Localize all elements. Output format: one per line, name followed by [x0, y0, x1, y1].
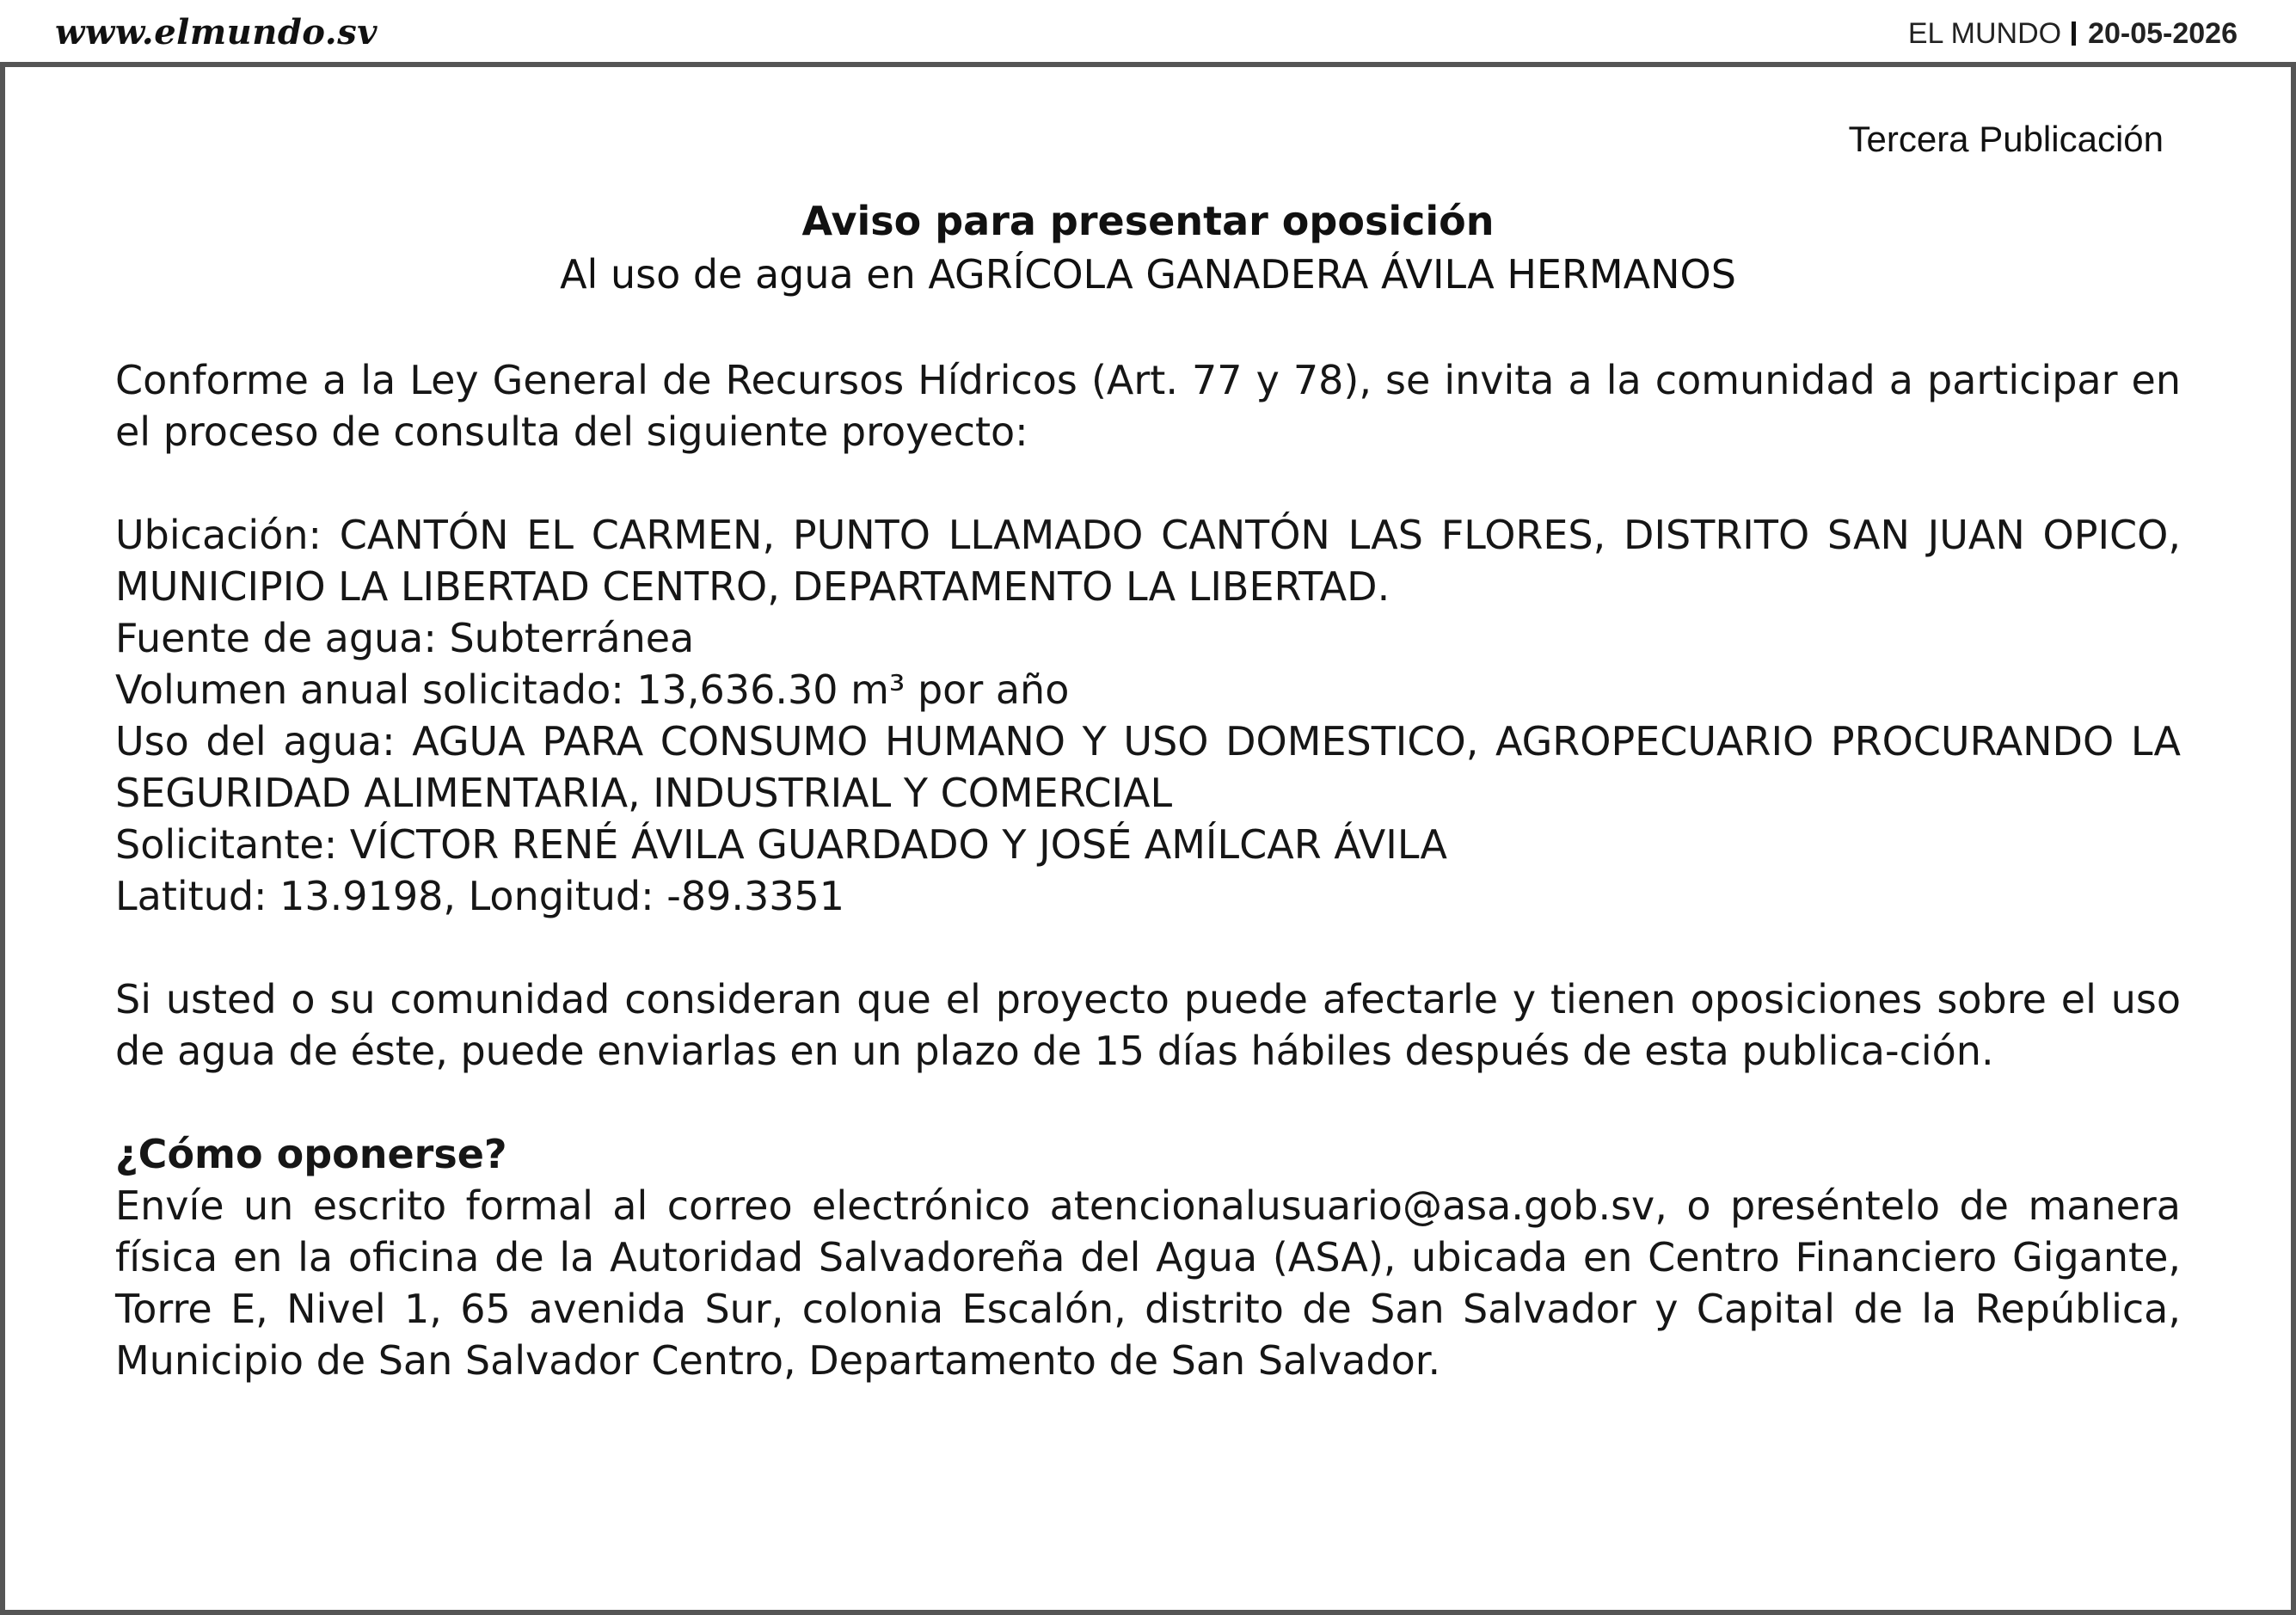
spacer — [115, 457, 2181, 509]
intro-paragraph: Conforme a la Ley General de Recursos Hídricos (Art. 77 y 78), se invita a la comunidad a participar en el proceso de consulta del siguiente proyecto: — [115, 357, 2181, 455]
publication-number: Tercera Publicación — [1848, 119, 2164, 159]
notice-subtitle: Al uso de agua en AGRÍCOLA GANADERA ÁVILA HERMANOS — [560, 251, 1736, 298]
how-to-oppose-paragraph: Envíe un escrito formal al correo electrónico atencionalusuario@asa.gob.sv, o preséntelo de manera física en la oficina de la Autoridad Salvadoreña del Agua (ASA), ubicada en Centro Financiero Gigante, Torre E, Nivel 1, 65 avenida Sur, colonia Escalón, distrito de San Salvador y Capital de la República, Municipio de San Salvador Centro, Departamento de San Salvador. — [115, 1182, 2181, 1384]
water-source-line: Fuente de agua: Subterránea — [115, 615, 695, 661]
spacer — [115, 922, 2181, 973]
notice-body — [115, 354, 2181, 1386]
location-line: Ubicación: CANTÓN EL CARMEN, PUNTO LLAMADO CANTÓN LAS FLORES, DISTRITO SAN JUAN OPICO, MUNICIPIO LA LIBERTAD CENTRO, DEPARTAMENTO LA LIBERTAD. — [115, 512, 2181, 610]
dateline-separator — [2072, 21, 2076, 46]
annual-volume-line: Volumen anual solicitado: 13,636.30 m³ por año — [115, 666, 1070, 713]
water-use-line: Uso del agua: AGUA PARA CONSUMO HUMANO Y USO DOMESTICO, AGROPECUARIO PROCURANDO LA SEGURIDAD ALIMENTARIA, INDUSTRIAL Y COMERCIAL — [115, 718, 2181, 816]
spacer — [115, 1077, 2181, 1128]
coordinates-line: Latitud: 13.9198, Longitud: -89.3351 — [115, 873, 845, 919]
site-url[interactable]: www.elmundo.sv — [55, 12, 378, 52]
deadline-paragraph: Si usted o su comunidad consideran que el proyecto puede afectarle y tienen oposiciones sobre el uso de agua de éste, puede enviarlas en un plazo de 15 días hábiles después de esta publica-ción. — [115, 976, 2181, 1074]
newspaper-name: EL MUNDO — [1907, 17, 2062, 50]
notice-title: Aviso para presentar oposición — [801, 198, 1495, 244]
how-to-oppose-heading: ¿Cómo oponerse? — [115, 1131, 507, 1177]
dateline — [1908, 17, 2238, 51]
publication-date: 20-05-2026 — [2088, 17, 2238, 50]
applicant-line: Solicitante: VÍCTOR RENÉ ÁVILA GUARDADO Y JOSÉ AMÍLCAR ÁVILA — [115, 821, 1447, 868]
